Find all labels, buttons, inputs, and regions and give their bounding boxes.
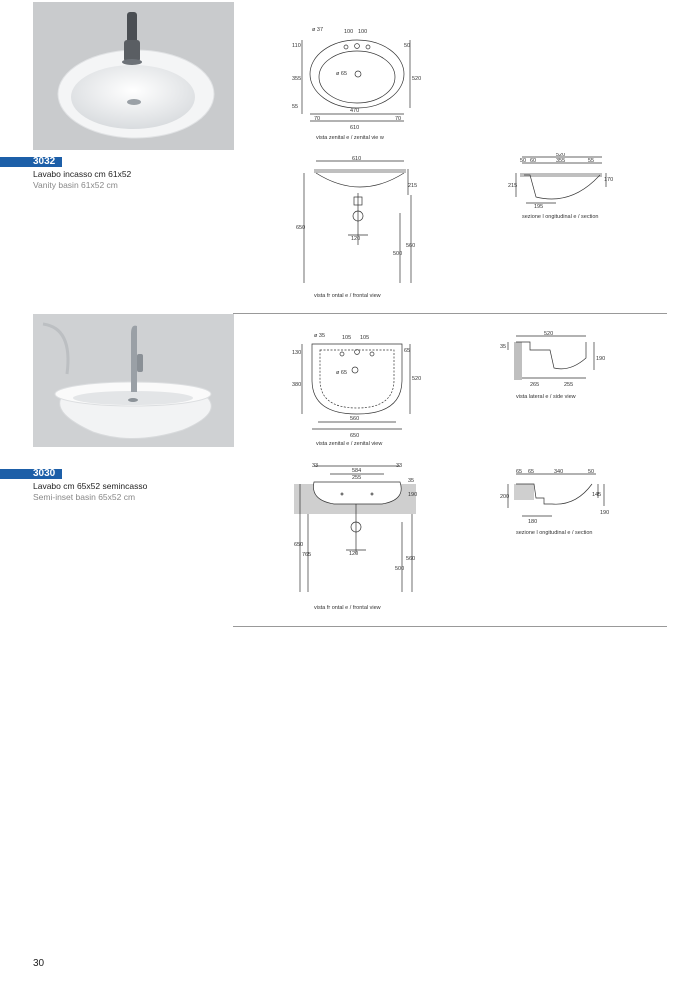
product-code: 3032 (33, 156, 56, 167)
dim-label: 215 (408, 183, 418, 189)
section-divider (233, 313, 667, 314)
dim-label: 215 (508, 183, 518, 189)
dim-label: 190 (596, 356, 606, 362)
dim-label: 105 (342, 335, 352, 341)
dim-label: ø 35 (314, 333, 326, 339)
dim-label: 65 (516, 469, 523, 475)
dim-label: 33 (396, 463, 403, 469)
dim-label: 520 (544, 331, 554, 337)
technical-drawing-top-view-3030 (292, 330, 422, 440)
dim-label: 650 (296, 225, 306, 231)
dim-label: 355 (292, 76, 302, 82)
dim-label: ø 65 (336, 71, 348, 77)
dim-label: 55 (588, 158, 595, 164)
dim-label: 50 (520, 158, 527, 164)
dim-label: 470 (350, 108, 360, 114)
dim-label: 355 (556, 158, 566, 164)
technical-drawing-top-view-3032 (292, 22, 422, 137)
dim-label: 120 (349, 551, 359, 557)
dim-label: 60 (530, 158, 537, 164)
dim-label: 560 (350, 416, 360, 422)
dim-label: 255 (564, 382, 574, 388)
caption-top-view: vista zenital e / zenital vie w (316, 135, 384, 141)
technical-drawing-section-3030 (500, 468, 610, 530)
dim-label: 195 (534, 204, 544, 210)
dim-label: 380 (292, 382, 302, 388)
caption-top-view: vista zenital e / zenital view (316, 441, 383, 447)
caption-front-view: vista fr ontal e / frontal view (314, 605, 381, 611)
dim-label: 70 (314, 116, 321, 122)
dim-label: 65 (528, 469, 535, 475)
product-photo-3030 (33, 314, 234, 447)
dim-label: 340 (554, 469, 564, 475)
dim-label: ø 37 (312, 27, 324, 33)
dim-label: 70 (395, 116, 402, 122)
product-name-en: Semi-inset basin 65x52 cm (33, 492, 136, 502)
technical-drawing-side-view-3030 (500, 330, 610, 392)
dim-label: 50 (588, 469, 595, 475)
dim-label: 500 (395, 566, 405, 572)
dim-label: 130 (292, 350, 302, 356)
dim-label: 33 (312, 463, 319, 469)
product-name-en: Vanity basin 61x52 cm (33, 180, 118, 190)
dim-label: 560 (406, 556, 416, 562)
dim-label: 650 (294, 542, 304, 548)
page-number: 30 (33, 958, 45, 969)
dim-label: 110 (292, 43, 301, 49)
caption-section: sezione l ongitudinal e / section (522, 214, 599, 220)
dim-label: 35 (500, 344, 507, 350)
dim-label: 190 (600, 510, 610, 516)
dim-label: 100 (358, 29, 368, 35)
dim-label: 560 (406, 243, 416, 249)
dim-label: 610 (350, 125, 360, 131)
dim-label: 500 (393, 251, 403, 257)
dim-label: 610 (352, 156, 362, 162)
caption-side-view: vista lateral e / side view (516, 394, 576, 400)
product-name-it: Lavabo cm 65x52 semincasso (33, 481, 148, 491)
product-photo-3032 (33, 2, 234, 150)
caption-section: sezione l ongitudinal e / section (516, 530, 593, 536)
dim-label: 520 (412, 76, 422, 82)
section-divider (233, 626, 667, 627)
dim-label: 520 (412, 376, 422, 382)
dim-label: 55 (292, 104, 299, 110)
dim-label: 100 (344, 29, 354, 35)
dim-label: 170 (604, 177, 613, 183)
dim-label: 255 (352, 475, 362, 481)
dim-label: 765 (302, 552, 312, 558)
technical-drawing-front-view-3030 (294, 460, 424, 600)
product-name-it: Lavabo incasso cm 61x52 (33, 169, 132, 179)
dim-label: 65 (404, 348, 411, 354)
dim-label: 35 (408, 478, 415, 484)
dim-label: 650 (350, 433, 360, 439)
caption-front-view: vista fr ontal e / frontal view (314, 293, 381, 299)
dim-label: ø 65 (336, 370, 348, 376)
dim-label: 180 (528, 519, 538, 525)
dim-label: 120 (351, 236, 361, 242)
technical-drawing-front-view-3032 (296, 155, 421, 290)
technical-drawing-section-3032 (508, 153, 613, 213)
dim-label: 520 (556, 153, 566, 158)
dim-label: 145 (592, 492, 602, 498)
dim-label: 50 (404, 43, 411, 49)
dim-label: 584 (352, 468, 362, 474)
dim-label: 265 (530, 382, 540, 388)
product-code: 3030 (33, 468, 56, 479)
dim-label: 200 (500, 494, 510, 500)
dim-label: 190 (408, 492, 418, 498)
dim-label: 105 (360, 335, 370, 341)
